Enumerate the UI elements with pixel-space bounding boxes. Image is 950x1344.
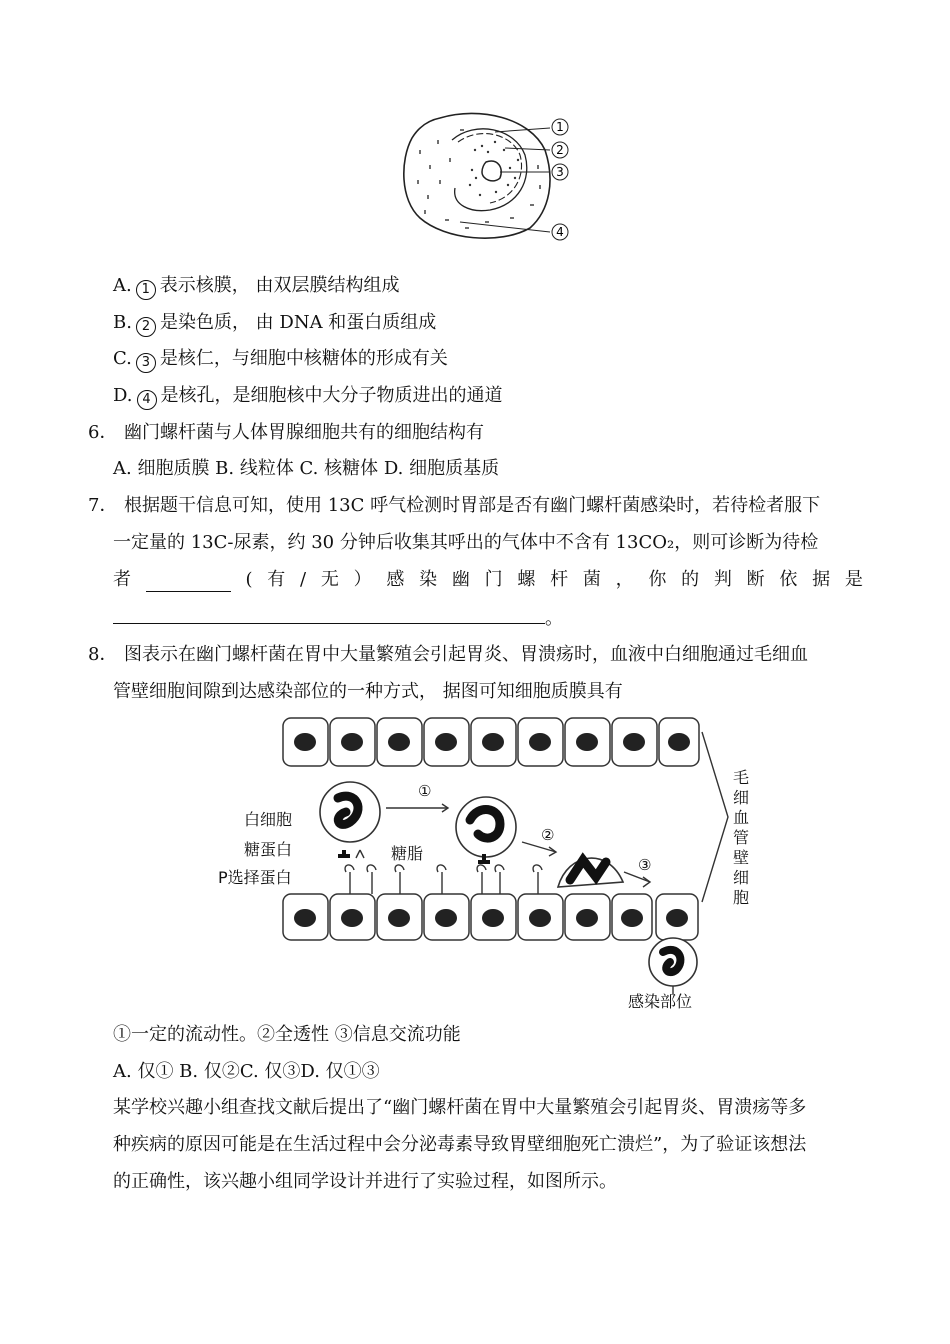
q6-stem: 幽门螺杆菌与人体胃腺细胞共有的细胞结构有	[124, 422, 484, 443]
q6-options: A. 细胞质膜 B. 线粒体 C. 核糖体 D. 细胞质基质	[113, 458, 500, 479]
q7-line1: 根据题干信息可知，使用 13C 呼气检测时胃部是否有幽门螺杆菌感染时，若待检者服下	[124, 495, 821, 516]
nucleus-label-3: 3	[556, 165, 564, 179]
nucleus-label-2: 2	[556, 143, 564, 157]
label-glycoprotein: 糖蛋白	[244, 840, 293, 859]
para-line2: 种疾病的原因可能是在生活过程中会分泌毒素导致胃壁细胞死亡溃烂”，为了验证该想法	[113, 1134, 807, 1155]
label-capillary-wall: 毛细血管壁细胞	[733, 768, 750, 907]
step-2-label: ②	[541, 826, 555, 844]
q8-line2: 管壁细胞间隙到达感染部位的一种方式， 据图可知细胞质膜具有	[113, 681, 623, 702]
nucleus-label-4: 4	[556, 225, 564, 239]
q5-option-c: C. 3 是核仁，与细胞中核糖体的形成有关	[113, 347, 448, 373]
q7-line2: 一定量的 13C-尿素，约 30 分钟后收集其呼出的气体中不含有 13CO₂，则可诊断为待检	[113, 532, 819, 553]
label-wbc: 白细胞	[244, 810, 293, 829]
q7-line3: 者 ( 有 / 无 ） 感 染 幽 门 螺 杆 菌 ， 你 的 判 断 依 据 是	[113, 569, 863, 590]
q8-statements: ①一定的流动性。②全透性 ③信息交流功能	[113, 1024, 461, 1045]
label-infection-site: 感染部位	[628, 992, 693, 1011]
q5-option-b: B. 2 是染色质， 由 DNA 和蛋白质组成	[113, 311, 436, 337]
label-pselectin: P选择蛋白	[218, 868, 292, 887]
para-line1: 某学校兴趣小组查找文献后提出了“幽门螺杆菌在胃中大量繁殖会引起胃炎、胃溃疡等多	[113, 1097, 807, 1118]
q8-options: A. 仅① B. 仅②C. 仅③D. 仅①③	[113, 1061, 380, 1082]
nucleus-label-1: 1	[556, 120, 564, 134]
q8-line1: 图表示在幽门螺杆菌在胃中大量繁殖会引起胃炎、胃溃疡时，血液中白细胞通过毛细血	[124, 644, 808, 665]
q5-option-d: D. 4 是核孔，是细胞核中大分子物质进出的通道	[113, 384, 503, 410]
q8-number: 8．	[88, 644, 118, 665]
q5-option-a: A. 1 表示核膜， 由双层膜结构组成	[113, 274, 399, 300]
label-glycolipid: 糖脂	[391, 844, 424, 863]
para-line3: 的正确性，该兴趣小组同学设计并进行了实验过程，如图所示。	[113, 1171, 617, 1192]
q7-reason-blank[interactable]	[113, 605, 545, 624]
q7-line4: 。	[113, 605, 563, 631]
nucleus-diagram	[400, 110, 580, 245]
q7-number: 7．	[88, 495, 118, 516]
q6-number: 6．	[88, 422, 118, 443]
step-1-label: ①	[418, 782, 432, 800]
leukocyte-diagram	[238, 712, 758, 1012]
q7-answer-blank[interactable]	[146, 568, 231, 592]
step-3-label: ③	[638, 856, 652, 874]
